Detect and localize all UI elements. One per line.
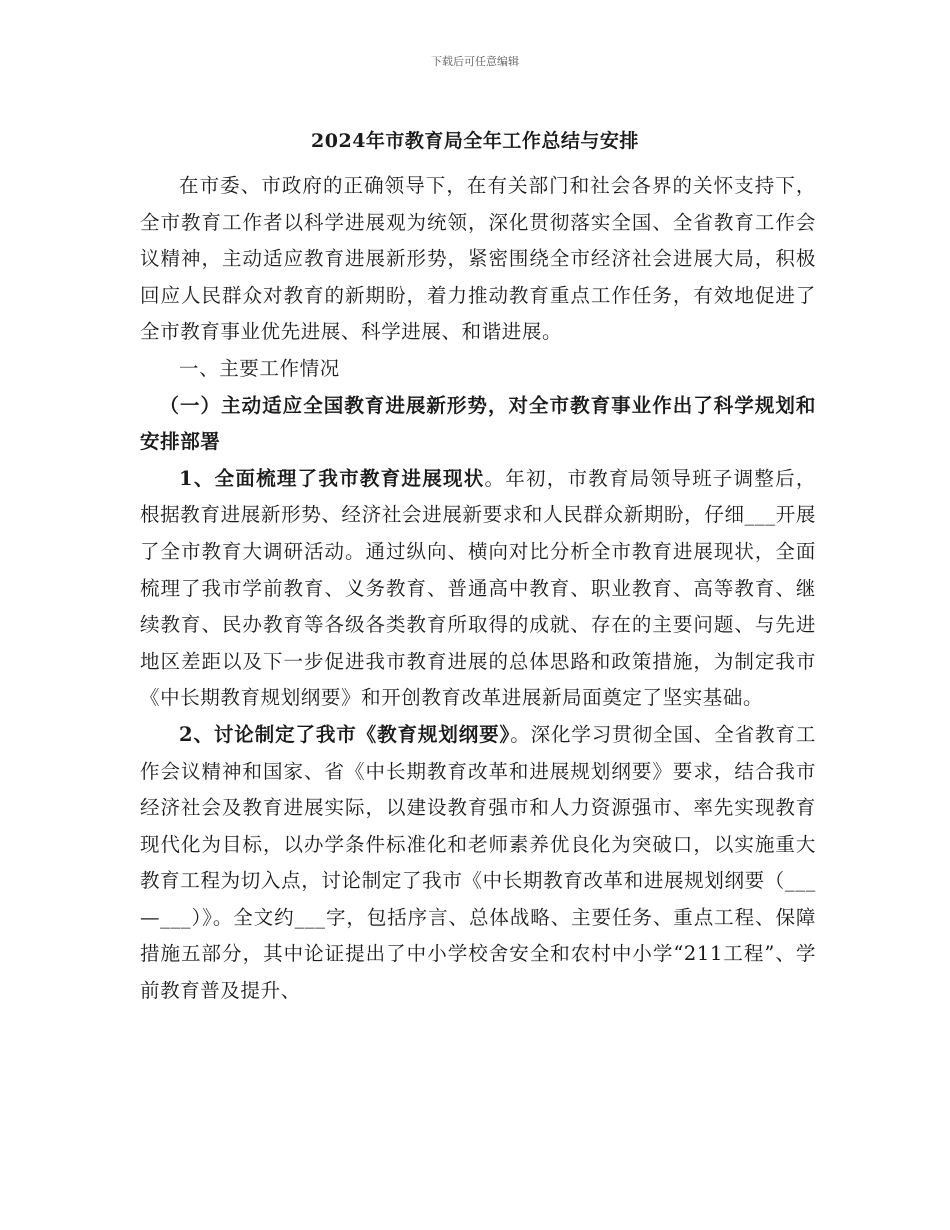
section-heading: 一、主要工作情况: [179, 356, 340, 380]
item-paragraph-2: [140, 717, 816, 1010]
document-title: 2024年市教育局全年工作总结与安排: [311, 130, 639, 152]
item-2-lead: 2、讨论制定了我市《教育规划纲要》: [179, 722, 511, 746]
item-1-lead: 1、全面梳理了我市教育进展现状: [179, 466, 485, 490]
item-1-text: 。年初，市教育局领导班子调整后，根据教育进展新形势、经济社会进展新要求和人民群众新期盼，仔细___开展了全市教育大调研活动。通过纵向、横向对比分析全市教育进展现状，全面梳理了我市学前教育、义务教育、普通高中教育、职业教育、高等教育、继续教育、民办教育等各级各类教育所取得的成就、存在的主要问题、与先进地区差距以及下一步促进我市教育进展的总体思路和政策措施，为制定我市《中长期教育规划纲要》和开创教育改革进展新局面奠定了坚实基础。: [140, 466, 816, 710]
document-body: [140, 168, 816, 1010]
page-header-note: 下载后可任意编辑: [431, 55, 519, 68]
subsection-heading: （一）主动适应全国教育进展新形势，对全市教育事业作出了科学规划和安排部署: [140, 393, 816, 454]
intro-paragraph: 在市委、市政府的正确领导下，在有关部门和社会各界的关怀支持下，全市教育工作者以科学进展观为统领，深化贯彻落实全国、全省教育工作会议精神，主动适应教育进展新形势，紧密围绕全市经济社会进展大局，积极回应人民群众对教育的新期盼，着力推动教育重点工作任务，有效地促进了全市教育事业优先进展、科学进展、和谐进展。: [140, 174, 816, 344]
item-2-text: 。深化学习贯彻全国、全省教育工作会议精神和国家、省《中长期教育改革和进展规划纲要》要求，结合我市经济社会及教育进展实际，以建设教育强市和人力资源强市、率先实现教育现代化为目标，以办学条件标准化和老师素养优良化为突破口，以实施重大教育工程为切入点，讨论制定了我市《中长期教育改革和进展规划纲要（___—___）》。全文约___字，包括序言、总体战略、主要任务、重点工程、保障措施五部分，其中论证提出了中小学校舍安全和农村中小学“211工程”、学前教育普及提升、: [140, 722, 816, 1003]
item-paragraph-1: [140, 461, 816, 717]
